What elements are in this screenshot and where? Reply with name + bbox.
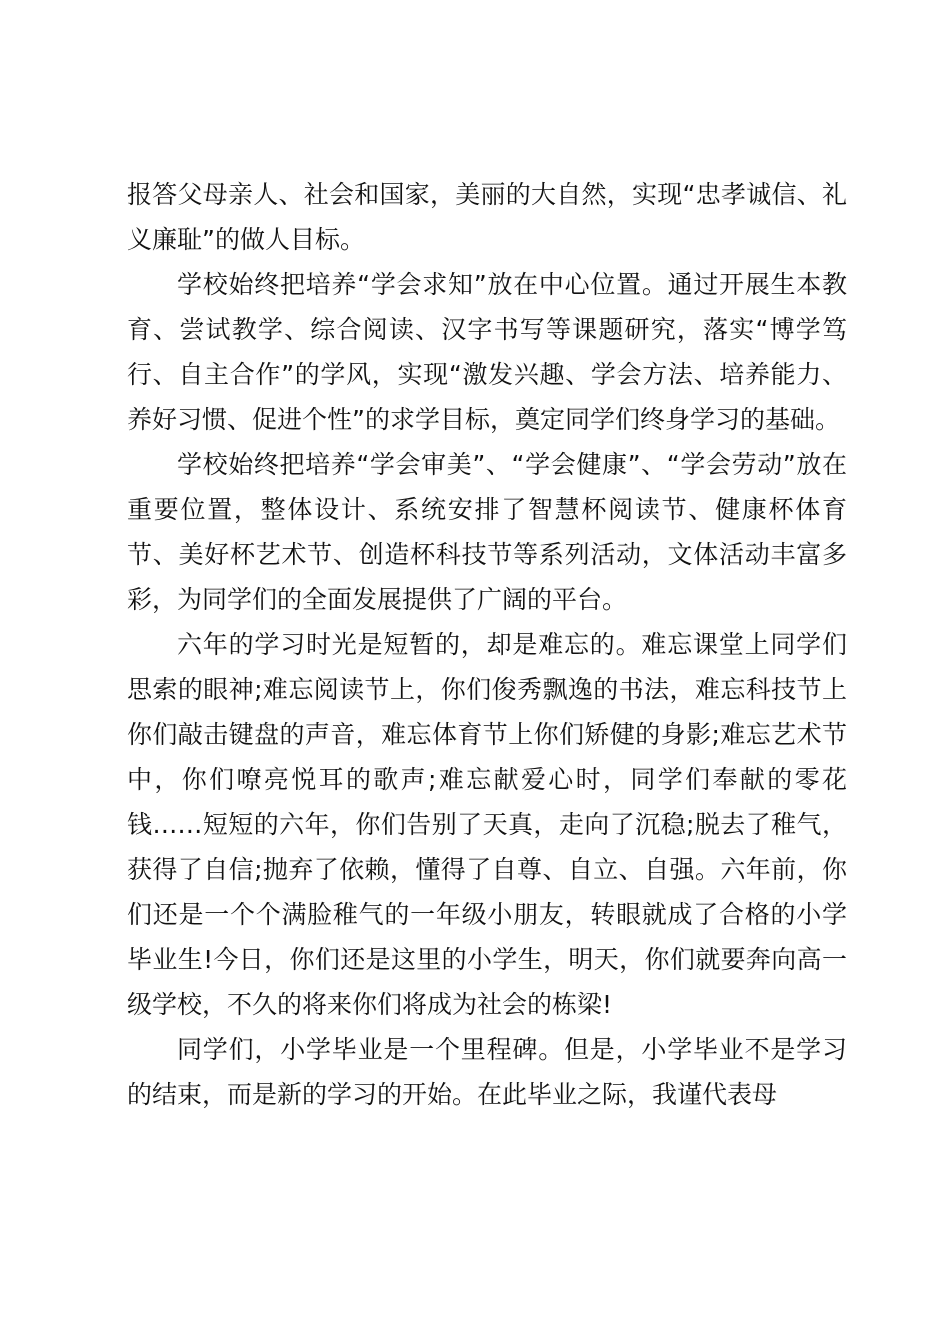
paragraph-graduation: 同学们，小学毕业是一个里程碑。但是，小学毕业不是学习的结束，而是新的学习的开始。在此毕业之际，我谨代表母: [127, 1035, 847, 1109]
paragraph-activities: 学校始终把培养“学会审美”、“学会健康”、“学会劳动”放在重要位置，整体设计、系统安排了智慧杯阅读节、健康杯体育节、美好杯艺术节、创造杯科技节等系列活动，文体活动丰富多彩，为同学们的全面发展提供了广阔的平台。: [127, 450, 847, 614]
document-body: [127, 172, 847, 1117]
paragraph-learning: 学校始终把培养“学会求知”放在中心位置。通过开展生本教育、尝试教学、综合阅读、汉字书写等课题研究，落实“博学笃行、自主合作”的学风，实现“激发兴趣、学会方法、培养能力、养好习惯、促进个性”的求学目标，奠定同学们终身学习的基础。: [127, 270, 847, 434]
paragraph-continuation: 报答父母亲人、社会和国家，美丽的大自然，实现“忠孝诚信、礼义廉耻”的做人目标。: [127, 180, 847, 254]
paragraph-memories: 六年的学习时光是短暂的，却是难忘的。难忘课堂上同学们思索的眼神;难忘阅读节上，你们俊秀飘逸的书法，难忘科技节上你们敲击键盘的声音，难忘体育节上你们矫健的身影;难忘艺术节中，你们嘹亮悦耳的歌声;难忘献爱心时，同学们奉献的零花钱……短短的六年，你们告别了天真，走向了沉稳;脱去了稚气，获得了自信;抛弃了依赖，懂得了自尊、自立、自强。六年前，你们还是一个个满脸稚气的一年级小朋友，转眼就成了合格的小学毕业生!今日，你们还是这里的小学生，明天，你们就要奔向高一级学校，不久的将来你们将成为社会的栋梁!: [127, 630, 847, 1019]
